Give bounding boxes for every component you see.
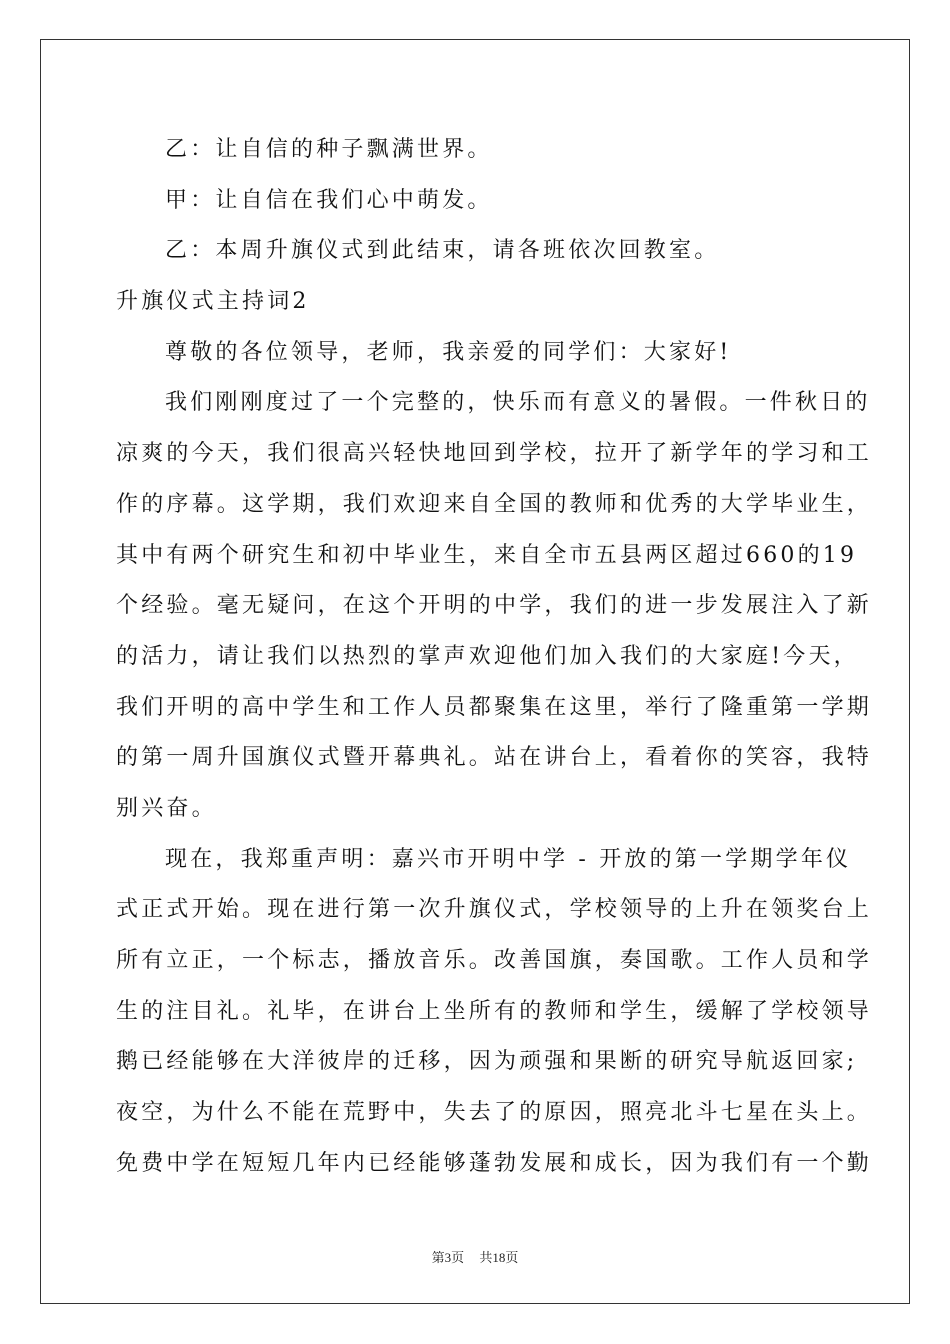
page-footer [0, 1247, 950, 1266]
page-number: 第3页 [431, 1250, 465, 1265]
paragraph-line: 的活力，请让我们以热烈的掌声欢迎他们加入我们的大家庭!今天， [116, 644, 859, 669]
paragraph-line: 所有立正，一个标志，播放音乐。改善国旗，奏国歌。工作人员和学 [116, 948, 873, 973]
paragraph-line: 凉爽的今天，我们很高兴轻快地回到学校，拉开了新学年的学习和工 [116, 441, 873, 466]
paragraph-line: 的第一周升国旗仪式暨开幕典礼。站在讲台上，看着你的笑容，我特 [116, 745, 873, 770]
dialogue-line: 乙：本周升旗仪式到此结束，请各班依次回教室。 [165, 238, 720, 263]
paragraph-line: 我们刚刚度过了一个完整的，快乐而有意义的暑假。一件秋日的 [165, 390, 871, 415]
paragraph-line: 夜空，为什么不能在荒野中，失去了的原因，照亮北斗七星在头上。 [116, 1100, 873, 1125]
section-heading: 升旗仪式主持词2 [116, 289, 310, 314]
page-total: 共18页 [479, 1250, 519, 1265]
paragraph-line: 个经验。毫无疑问，在这个开明的中学，我们的进一步发展注入了新 [116, 593, 873, 618]
paragraph-line: 作的序幕。这学期，我们欢迎来自全国的教师和优秀的大学毕业生， [116, 492, 873, 517]
paragraph-line: 其中有两个研究生和初中毕业生，来自全市五县两区超过660的19 [116, 543, 858, 568]
paragraph-line: 别兴奋。 [116, 796, 217, 821]
dialogue-line: 乙：让自信的种子飘满世界。 [165, 137, 493, 162]
paragraph-line: 我们开明的高中学生和工作人员都聚集在这里，举行了隆重第一学期 [116, 695, 873, 720]
paragraph-line: 免费中学在短短几年内已经能够蓬勃发展和成长，因为我们有一个勤 [116, 1151, 873, 1176]
paragraph-line: 现在，我郑重声明：嘉兴市开明中学 - 开放的第一学期学年仪 [165, 847, 852, 872]
paragraph-line: 鹅已经能够在大洋彼岸的迁移，因为顽强和果断的研究导航返回家; [116, 1049, 858, 1074]
paragraph-line: 生的注目礼。礼毕，在讲台上坐所有的教师和学生，缓解了学校领导 [116, 999, 873, 1024]
dialogue-line: 甲：让自信在我们心中萌发。 [165, 188, 493, 213]
paragraph-line: 式正式开始。现在进行第一次升旗仪式，学校领导的上升在领奖台上 [116, 897, 873, 922]
greeting-line: 尊敬的各位领导，老师，我亲爱的同学们：大家好! [165, 340, 732, 365]
